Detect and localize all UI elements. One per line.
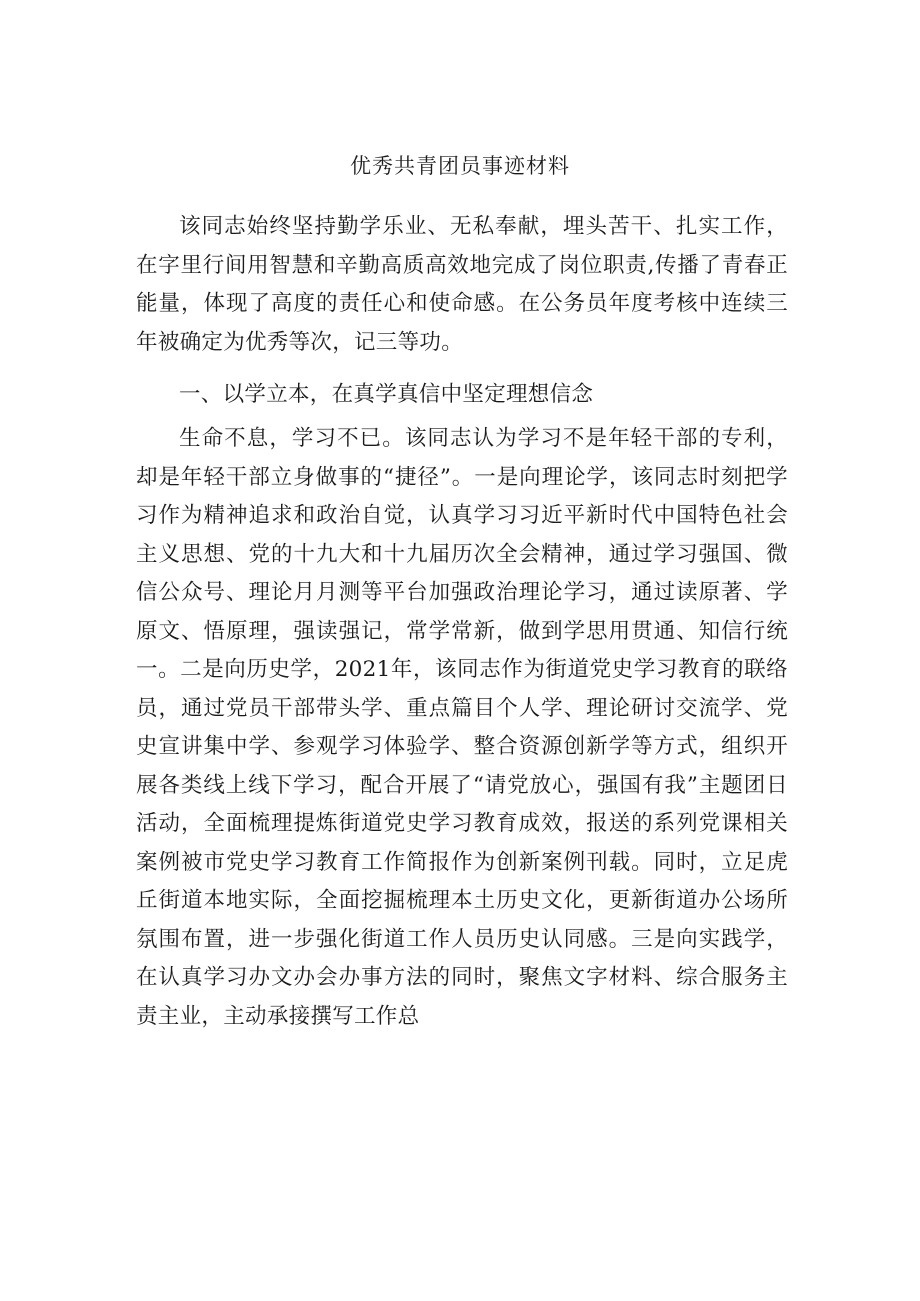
section-heading-1: 一、以学立本，在真学真信中坚定理想信念 <box>179 382 594 407</box>
document-body <box>136 208 788 1036</box>
intro-paragraph: 该同志始终坚持勤学乐业、无私奉献，埋头苦干、扎实工作，在字里行间用智慧和辛勤高质高效地完成了岗位职责,传播了青春正能量，体现了高度的责任心和使命感。在公务员年度考核中连续三年被确定为优秀等次，记三等功。 <box>136 214 788 355</box>
section-1-paragraph: 生命不息，学习不已。该同志认为学习不是年轻干部的专利，却是年轻干部立身做事的“捷径”。一是向理论学，该同志时刻把学习作为精神追求和政治自觉，认真学习习近平新时代中国特色社会主义思想、党的十九大和十九届历次全会精神，通过学习强国、微信公众号、理论月月测等平台加强政治理论学习，通过读原著、学原文、悟原理，强读强记，常学常新，做到学思用贯通、知信行统一。二是向历史学，2021年，该同志作为街道党史学习教育的联络员，通过党员干部带头学、重点篇目个人学、理论研讨交流学、党史宣讲集中学、参观学习体验学、整合资源创新学等方式，组织开展各类线上线下学习，配合开展了“请党放心，强国有我”主题团日活动，全面梳理提炼街道党史学习教育成效，报送的系列党课相关案例被市党史学习教育工作简报作为创新案例刊载。同时，立足虎丘街道本地实际，全面挖掘梳理本土历史文化，更新街道办公场所氛围布置，进一步强化街道工作人员历史认同感。三是向实践学，在认真学习办文办会办事方法的同时，聚焦文字材料、综合服务主责主业，主动承接撰写工作总 <box>136 426 788 1029</box>
document-title: 优秀共青团员事迹材料 <box>350 154 570 178</box>
